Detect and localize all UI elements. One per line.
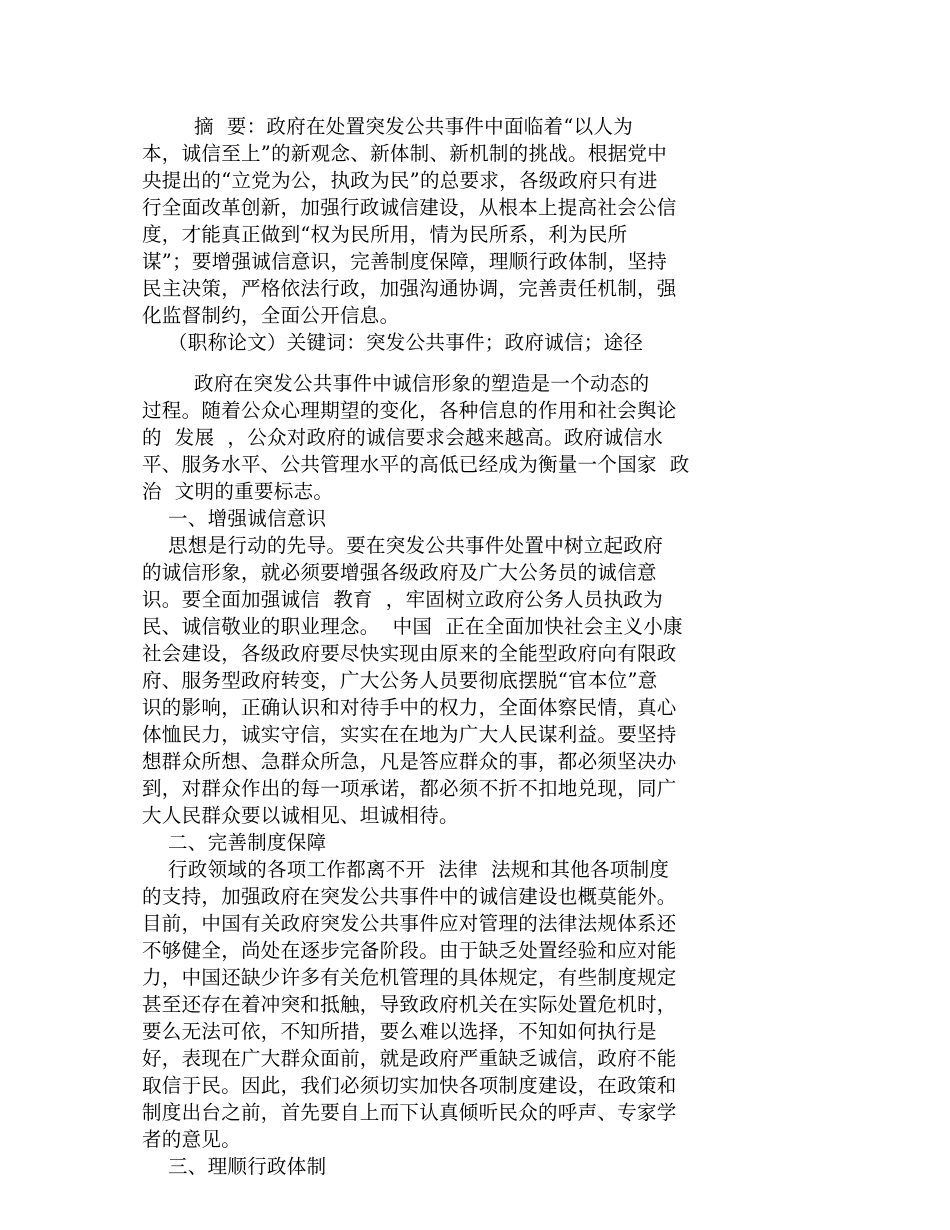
abstract-line: 民主决策，严格依法行政，加强沟通协调，完善责任机制，强 [142,277,677,300]
abstract-line: 摘 要：政府在处置突发公共事件中面临着“以人为 [142,115,634,138]
section2-line: 制度出台之前，首先要自上而下认真倾听民众的呼声、专家学 [142,1101,677,1124]
section1-line: 的诚信形象，就必须要增强各级政府及广大公务员的诚信意 [142,561,657,584]
section1-line: 大人民群众要以诚相见、坦诚相待。 [142,804,459,827]
section2-line: 要么无法可依，不知所措，要么难以选择，不知如何执行是 [142,1020,657,1043]
section2-line: 目前，中国有关政府突发公共事件应对管理的法律法规体系还 [142,912,677,935]
intro-line: 的 发展 ，公众对政府的诚信要求会越来越高。政府诚信水 [142,426,663,449]
abstract-line: 央提出的“立党为公，执政为民”的总要求，各级政府只有进 [142,169,658,192]
section2-line: 的支持，加强政府在突发公共事件中的诚信建设也概莫能外。 [142,885,677,908]
intro-line: 平、服务水平、公共管理水平的高低已经成为衡量一个国家 政 [142,453,690,476]
section2-line: 好，表现在广大群众面前，就是政府严重缺乏诚信，政府不能 [142,1047,677,1070]
section2-line: 不够健全，尚处在逐步完备阶段。由于缺乏处置经验和应对能 [142,939,677,962]
section2-line: 取信于民。因此，我们必须切实加快各项制度建设，在政策和 [142,1074,677,1097]
abstract-line: 化监督制约，全面公开信息。 [142,304,400,327]
section2-line: 甚至还存在着冲突和抵触，导致政府机关在实际处置危机时， [142,993,677,1016]
keywords-line: （职称论文）关键词：突发公共事件；政府诚信；途径 [142,331,644,354]
section1-line: 想群众所想、急群众所急，凡是答应群众的事，都必须坚决办 [142,750,677,773]
section2-line: 者的意见。 [142,1128,242,1151]
abstract-line: 行全面改革创新，加强行政诚信建设，从根本上提高社会公信 [142,196,677,219]
section-heading-3: 三、理顺行政体制 [142,1155,327,1178]
section1-line: 识。要全面加强诚信 教育 ，牢固树立政府公务人员执政为 [142,588,663,611]
section2-line: 行政领域的各项工作都离不开 法律 法规和其他各项制度 [142,858,670,881]
section1-line: 思想是行动的先导。要在突发公共事件处置中树立起政府 [142,534,663,557]
section2-line: 力，中国还缺少许多有关危机管理的具体规定，有些制度规定 [142,966,677,989]
section1-line: 民、诚信敬业的职业理念。 中国 正在全面加快社会主义小康 [142,615,683,638]
intro-line: 过程。随着公众心理期望的变化，各种信息的作用和社会舆论 [142,399,677,422]
section-heading-1: 一、增强诚信意识 [142,507,327,530]
section-heading-2: 二、完善制度保障 [142,831,327,854]
abstract-line: 本，诚信至上”的新观念、新体制、新机制的挑战。根据党中 [142,142,668,165]
abstract-line: 度，才能真正做到“权为民所用，情为民所系，利为民所 [142,223,628,246]
intro-line: 政府在突发公共事件中诚信形象的塑造是一个动态的 [142,372,650,395]
intro-line: 治 文明的重要标志。 [142,480,334,503]
section1-line: 社会建设，各级政府要尽快实现由原来的全能型政府向有限政 [142,642,677,665]
abstract-line: 谋”；要增强诚信意识，完善制度保障，理顺行政体制，坚持 [142,250,668,273]
section1-line: 到，对群众作出的每一项承诺，都必须不折不扣地兑现，同广 [142,777,677,800]
section1-line: 识的影响，正确认识和对待手中的权力，全面体察民情，真心 [142,696,677,719]
section1-line: 府、服务型政府转变，广大公务人员要彻底摆脱“官本位”意 [142,669,658,692]
section1-line: 体恤民力，诚实守信，实实在在地为广大人民谋利益。要坚持 [142,723,677,746]
